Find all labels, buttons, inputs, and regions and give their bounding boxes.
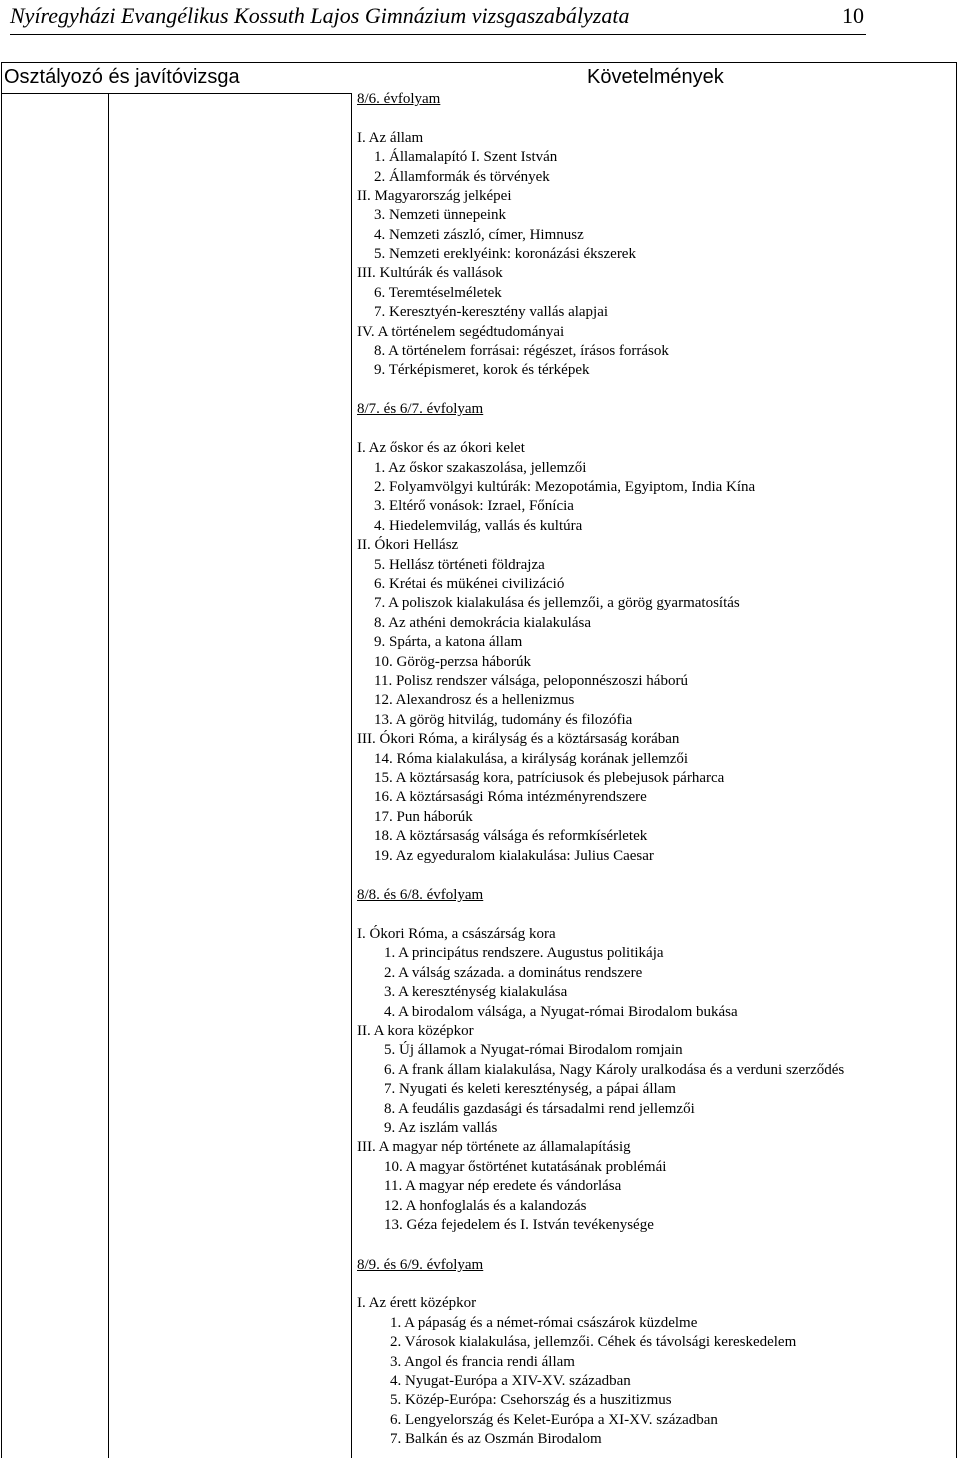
column-header-requirements: Követelmények — [587, 66, 724, 88]
requirement-line: 9. Az iszlám vallás — [384, 1120, 498, 1136]
document-title: Nyíregyházi Evangélikus Kossuth Lajos Gimnázium vizsgaszabályzata — [10, 3, 630, 28]
requirement-line: 4. Nemzeti zászló, címer, Himnusz — [374, 227, 584, 243]
column-divider-1 — [108, 93, 109, 1458]
requirement-line: 13. A görög hitvilág, tudomány és filozófia — [374, 712, 633, 728]
requirement-line: 5. Közép-Európa: Csehország és a huszitizmus — [390, 1392, 672, 1408]
header-row-divider-left — [2, 93, 108, 94]
grade-heading: 8/6. évfolyam — [357, 91, 441, 107]
requirement-line: 19. Az egyeduralom kialakulása: Julius Caesar — [374, 848, 654, 864]
requirement-line: I. Az érett középkor — [357, 1295, 477, 1311]
requirement-line: 18. A köztársaság válsága és reformkísérletek — [374, 828, 648, 844]
header-row-divider-mid — [108, 93, 351, 94]
requirement-line: 5. Hellász történeti földrajza — [374, 557, 545, 573]
requirement-line: 7. Balkán és az Oszmán Birodalom — [390, 1431, 602, 1447]
requirement-line: 10. Görög-perzsa háborúk — [374, 654, 532, 670]
requirement-line: 14. Róma kialakulása, a királyság korának jellemzői — [374, 751, 689, 767]
requirement-line: 1. Államalapító I. Szent István — [374, 149, 558, 165]
grade-heading: 8/7. és 6/7. évfolyam — [357, 401, 484, 417]
requirement-line: 13. Géza fejedelem és I. István tevékenysége — [384, 1217, 654, 1233]
requirement-line: I. Az állam — [357, 130, 424, 146]
header-rule — [10, 34, 866, 35]
requirement-line: 1. Az őskor szakaszolása, jellemzői — [374, 460, 587, 476]
requirement-line: 6. Teremtéselméletek — [374, 285, 502, 301]
requirement-line: 7. Keresztyén-keresztény vallás alapjai — [374, 304, 609, 320]
column-divider-2 — [351, 93, 352, 1458]
requirement-line: 8. A feudális gazdasági és társadalmi rend jellemzői — [384, 1101, 695, 1117]
requirement-line: 9. Spárta, a katona állam — [374, 634, 523, 650]
requirement-line: 6. Lengyelország és Kelet-Európa a XI-XV. században — [390, 1412, 718, 1428]
requirement-line: 3. Angol és francia rendi állam — [390, 1354, 575, 1370]
requirement-line: 3. Eltérő vonások: Izrael, Főnícia — [374, 498, 574, 514]
requirement-line: III. Ókori Róma, a királyság és a köztársaság korában — [357, 731, 680, 747]
requirement-line: IV. A történelem segédtudományai — [357, 324, 565, 340]
requirement-line: 5. Nemzeti ereklyéink: koronázási ékszerek — [374, 246, 636, 262]
requirement-line: 2. Államformák és törvények — [374, 169, 550, 185]
grade-heading: 8/9. és 6/9. évfolyam — [357, 1257, 484, 1273]
requirement-line: 12. Alexandrosz és a hellenizmus — [374, 692, 575, 708]
requirement-line: 6. A frank állam kialakulása, Nagy Károly uralkodása és a verduni szerződés — [384, 1062, 845, 1078]
requirement-line: 4. A birodalom válsága, a Nyugat-római Birodalom bukása — [384, 1004, 738, 1020]
requirement-line: 6. Krétai és mükénei civilizáció — [374, 576, 565, 592]
requirement-line: III. Kultúrák és vallások — [357, 265, 503, 281]
requirement-line: 4. Hiedelemvilág, vallás és kultúra — [374, 518, 583, 534]
requirement-line: 2. Városok kialakulása, jellemzői. Céhek és távolsági kereskedelem — [390, 1334, 797, 1350]
requirement-line: 2. A válság százada. a dominátus rendszere — [384, 965, 643, 981]
requirement-line: 8. Az athéni demokrácia kialakulása — [374, 615, 591, 631]
requirement-line: I. Az őskor és az ókori kelet — [357, 440, 525, 456]
requirement-line: 10. A magyar őstörténet kutatásának problémái — [384, 1159, 667, 1175]
column-header-exam: Osztályozó és javítóvizsga — [4, 66, 240, 88]
requirement-line: II. A kora középkor — [357, 1023, 474, 1039]
page-header — [10, 0, 866, 40]
grade-heading: 8/8. és 6/8. évfolyam — [357, 887, 484, 903]
requirement-line: 8. A történelem forrásai: régészet, írásos források — [374, 343, 669, 359]
requirement-line: 11. Polisz rendszer válsága, peloponnészoszi háború — [374, 673, 688, 689]
requirement-line: II. Ókori Hellász — [357, 537, 459, 553]
requirement-line: 16. A köztársasági Róma intézményrendszere — [374, 789, 647, 805]
requirement-line: 9. Térképismeret, korok és térképek — [374, 362, 590, 378]
requirement-line: 7. Nyugati és keleti kereszténység, a pápai állam — [384, 1081, 676, 1097]
requirement-line: 1. A pápaság és a német-római császárok küzdelme — [390, 1315, 698, 1331]
requirement-line: 17. Pun háborúk — [374, 809, 473, 825]
requirement-line: 7. A poliszok kialakulása és jellemzői, a görög gyarmatosítás — [374, 595, 740, 611]
requirement-line: 3. A kereszténység kialakulása — [384, 984, 568, 1000]
requirement-line: 11. A magyar nép eredete és vándorlása — [384, 1178, 622, 1194]
requirement-line: 15. A köztársaság kora, patríciusok és plebejusok párharca — [374, 770, 725, 786]
requirement-line: 1. A principátus rendszere. Augustus politikája — [384, 945, 664, 961]
requirement-line: 2. Folyamvölgyi kultúrák: Mezopotámia, Egyiptom, India Kína — [374, 479, 756, 495]
requirement-line: 5. Új államok a Nyugat-római Birodalom romjain — [384, 1042, 683, 1058]
requirement-line: 3. Nemzeti ünnepeink — [374, 207, 507, 223]
requirement-line: III. A magyar nép története az államalapításig — [357, 1139, 631, 1155]
requirement-line: 4. Nyugat-Európa a XIV-XV. században — [390, 1373, 631, 1389]
requirement-line: I. Ókori Róma, a császárság kora — [357, 926, 556, 942]
requirement-line: II. Magyarország jelképei — [357, 188, 512, 204]
page-number: 10 — [842, 3, 864, 28]
requirement-line: 12. A honfoglalás és a kalandozás — [384, 1198, 587, 1214]
